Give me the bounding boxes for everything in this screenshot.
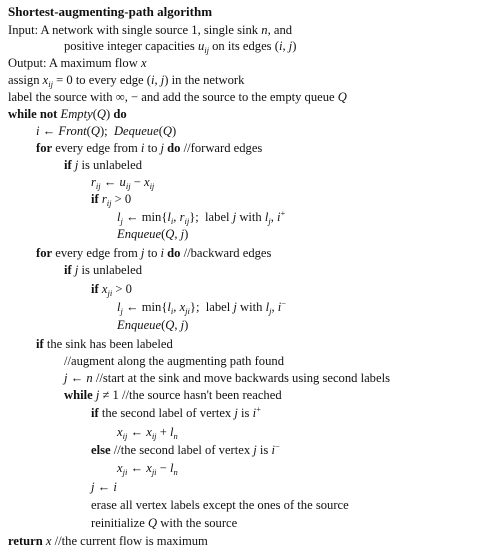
code-line: if $x_{ji} > 0$ — [91, 282, 132, 298]
code-line: $x_{ij}$ ← $x_{ij} + l_n$ — [117, 425, 178, 441]
code-line: Input: A network with single source 1, single sink n, and — [8, 23, 293, 37]
code-line: Enqueue(Q, j) — [117, 227, 189, 241]
code-line: for every edge from j to i do //backward edges — [36, 246, 272, 260]
code-line: $r_{ij}$ ← $u_{ij} - x_{ij}$ — [91, 175, 155, 191]
code-line: Output: A maximum flow x — [8, 56, 147, 70]
code-line: $l_j$ ← $\min\{l_i$, $x_{ji}$}; label j with $l_j$, i− — [117, 298, 287, 316]
code-line: while j ≠ 1 //the source hasn't been reached — [64, 388, 282, 402]
code-line: if the second label of vertex j is i+ — [91, 404, 261, 420]
algorithm-title: Shortest-augmenting-path algorithm — [8, 4, 213, 19]
code-line: else //the second label of vertex j is i− — [91, 441, 280, 457]
code-line: while not Empty(Q) do — [8, 107, 127, 121]
code-line: $l_j$ ← $\min\{l_i$, $r_{ij}$}; label j with $l_j$, i+ — [117, 208, 286, 226]
code-line: for every edge from i to j do //forward edges — [36, 141, 263, 155]
code-line: positive integer capacities $u_{ij}$ on its edges (i, j) — [64, 39, 297, 55]
code-line: assign $x_{ij} = 0$ to every edge (i, j) in the network — [8, 73, 245, 89]
code-line: j ← n //start at the sink and move backwards using second labels — [64, 371, 390, 385]
code-line: erase all vertex labels except the ones of the source — [91, 498, 349, 512]
code-line: reinitialize Q with the source — [91, 516, 238, 530]
code-line: i ← Front(Q); Dequeue(Q) — [36, 124, 177, 138]
code-line: j ← i — [91, 480, 117, 494]
code-line: label the source with ∞, − and add the source to the empty queue Q — [8, 90, 347, 104]
code-line: if $r_{ij} > 0$ — [91, 192, 132, 208]
code-line: return x //the current flow is maximum — [8, 534, 208, 548]
code-line: if the sink has been labeled — [36, 337, 173, 351]
code-line: $x_{ji}$ ← $x_{ji} - l_n$ — [117, 461, 178, 477]
code-line: if j is unlabeled — [64, 158, 143, 172]
code-line: Enqueue(Q, j) — [117, 318, 189, 332]
code-line: if j is unlabeled — [64, 263, 143, 277]
code-line: //augment along the augmenting path found — [64, 354, 284, 368]
